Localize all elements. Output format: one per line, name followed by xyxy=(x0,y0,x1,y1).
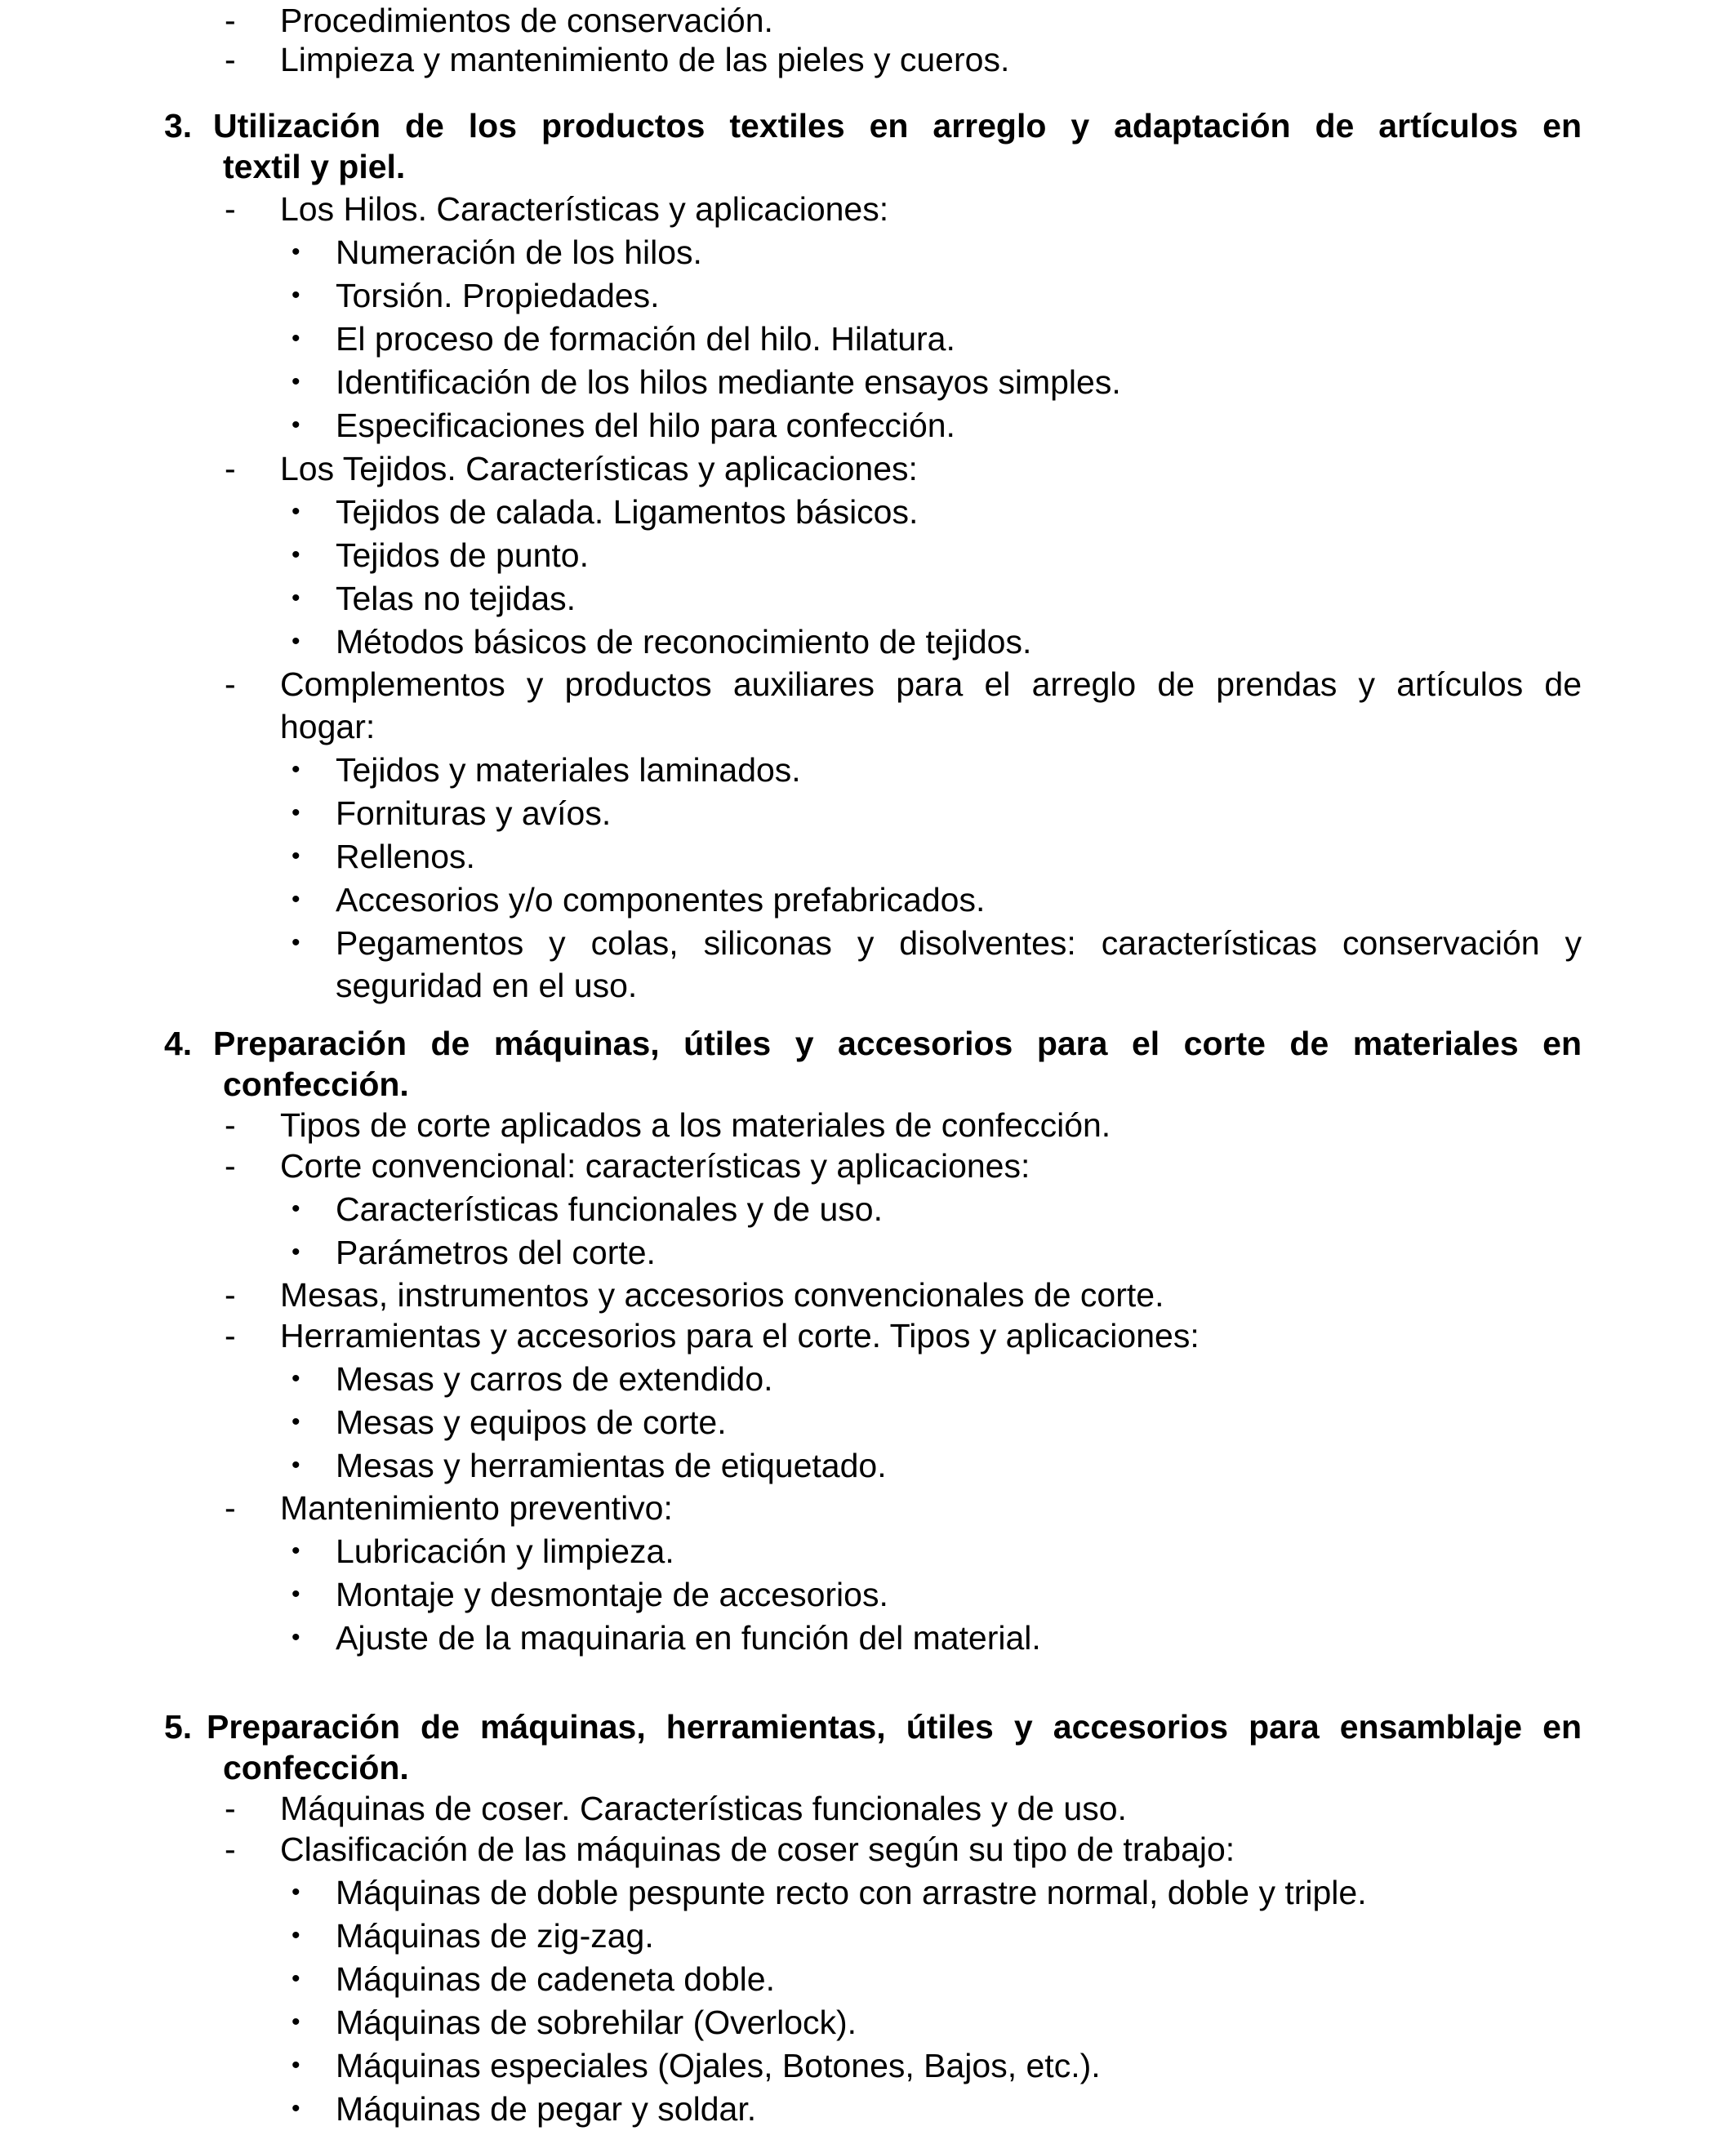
list-item: Máquinas de coser. Características funcionales y de uso. xyxy=(280,1790,1127,1827)
list-item: Limpieza y mantenimiento de las pieles y cueros. xyxy=(280,41,1010,78)
bullet-marker: • xyxy=(292,325,300,352)
bullet-marker: • xyxy=(292,1581,300,1608)
bullet-marker: • xyxy=(292,1922,300,1949)
bullet-marker: • xyxy=(292,411,300,438)
bullet-item: Métodos básicos de reconocimiento de tejidos. xyxy=(336,623,1032,661)
bullet-marker: • xyxy=(292,628,300,655)
dash-marker: - xyxy=(225,1830,236,1868)
section-heading: Preparación de máquinas, herramientas, útiles y accesorios para ensamblaje en xyxy=(207,1708,1582,1746)
section-heading-cont: confección. xyxy=(223,1065,409,1103)
bullet-marker: • xyxy=(292,886,300,913)
bullet-item: Tejidos de punto. xyxy=(336,536,590,574)
bullet-marker: • xyxy=(292,282,300,309)
bullet-marker: • xyxy=(292,843,300,870)
bullet-marker: • xyxy=(292,2095,300,2122)
bullet-item: Torsión. Propiedades. xyxy=(336,277,660,314)
bullet-item: Máquinas de sobrehilar (Overlock). xyxy=(336,2004,857,2041)
list-item: Complementos y productos auxiliares para el arreglo de prendas y artículos de xyxy=(280,665,1582,703)
list-item: Los Hilos. Características y aplicaciones: xyxy=(280,190,889,228)
section-number: 5. xyxy=(164,1708,193,1746)
bullet-item: Máquinas de pegar y soldar. xyxy=(336,2090,757,2128)
list-item: Procedimientos de conservación. xyxy=(280,2,773,39)
bullet-marker: • xyxy=(292,1408,300,1435)
bullet-item: Telas no tejidas. xyxy=(336,580,576,617)
section-heading: Preparación de máquinas, útiles y accesorios para el corte de materiales en xyxy=(213,1025,1582,1062)
bullet-marker: • xyxy=(292,2008,300,2035)
bullet-marker: • xyxy=(292,1365,300,1392)
list-item: Mesas, instrumentos y accesorios convencionales de corte. xyxy=(280,1276,1164,1314)
bullet-marker: • xyxy=(292,799,300,826)
bullet-marker: • xyxy=(292,1879,300,1906)
dash-marker: - xyxy=(225,190,236,228)
bullet-item: Accesorios y/o componentes prefabricados. xyxy=(336,881,986,919)
section-heading-cont: confección. xyxy=(223,1749,409,1786)
bullet-marker: • xyxy=(292,2052,300,2079)
bullet-marker: • xyxy=(292,1624,300,1651)
bullet-item: Parámetros del corte. xyxy=(336,1234,656,1271)
bullet-item: Mesas y herramientas de etiquetado. xyxy=(336,1447,887,1484)
bullet-item-cont: seguridad en el uso. xyxy=(336,967,638,1004)
bullet-marker: • xyxy=(292,368,300,395)
list-item: Corte convencional: características y aplicaciones: xyxy=(280,1147,1030,1185)
bullet-item: Identificación de los hilos mediante ensayos simples. xyxy=(336,363,1121,401)
list-item-cont: hogar: xyxy=(280,708,376,745)
bullet-item: El proceso de formación del hilo. Hilatura. xyxy=(336,320,955,358)
bullet-marker: • xyxy=(292,756,300,783)
bullet-marker: • xyxy=(292,929,300,956)
list-item: Los Tejidos. Características y aplicaciones: xyxy=(280,450,918,487)
bullet-marker: • xyxy=(292,1965,300,1992)
bullet-marker: • xyxy=(292,1452,300,1479)
bullet-item: Ajuste de la maquinaria en función del material. xyxy=(336,1619,1041,1657)
bullet-item: Máquinas especiales (Ojales, Botones, Bajos, etc.). xyxy=(336,2047,1101,2084)
dash-marker: - xyxy=(225,1317,236,1355)
bullet-item: Especificaciones del hilo para confección. xyxy=(336,407,955,444)
bullet-item: Pegamentos y colas, siliconas y disolventes: características conservación y xyxy=(336,924,1582,962)
bullet-item: Máquinas de zig-zag. xyxy=(336,1917,654,1955)
list-item: Herramientas y accesorios para el corte. Tipos y aplicaciones: xyxy=(280,1317,1200,1355)
bullet-item: Numeración de los hilos. xyxy=(336,234,702,271)
bullet-marker: • xyxy=(292,541,300,568)
bullet-item: Rellenos. xyxy=(336,838,475,875)
bullet-marker: • xyxy=(292,238,300,265)
section-heading-cont: textil y piel. xyxy=(223,148,406,185)
bullet-item: Máquinas de doble pespunte recto con arrastre normal, doble y triple. xyxy=(336,1874,1367,1911)
list-item: Tipos de corte aplicados a los materiales de confección. xyxy=(280,1106,1111,1144)
bullet-item: Lubricación y limpieza. xyxy=(336,1532,674,1570)
bullet-item: Fornituras y avíos. xyxy=(336,794,612,832)
dash-marker: - xyxy=(225,1106,236,1144)
dash-marker: - xyxy=(225,1790,236,1827)
list-item: Clasificación de las máquinas de coser según su tipo de trabajo: xyxy=(280,1830,1235,1868)
section-number: 3. xyxy=(164,107,193,145)
bullet-item: Mesas y equipos de corte. xyxy=(336,1403,727,1441)
dash-marker: - xyxy=(225,1147,236,1185)
dash-marker: - xyxy=(225,450,236,487)
dash-marker: - xyxy=(225,1276,236,1314)
bullet-item: Mesas y carros de extendido. xyxy=(336,1360,773,1398)
bullet-item: Tejidos de calada. Ligamentos básicos. xyxy=(336,493,919,531)
section-number: 4. xyxy=(164,1025,193,1062)
bullet-item: Máquinas de cadeneta doble. xyxy=(336,1960,775,1998)
list-item: Mantenimiento preventivo: xyxy=(280,1489,673,1527)
bullet-item: Características funcionales y de uso. xyxy=(336,1190,883,1228)
bullet-item: Montaje y desmontaje de accesorios. xyxy=(336,1576,888,1613)
bullet-marker: • xyxy=(292,1195,300,1222)
dash-marker: - xyxy=(225,1489,236,1527)
dash-marker: - xyxy=(225,2,236,39)
bullet-marker: • xyxy=(292,1239,300,1266)
dash-marker: - xyxy=(225,41,236,78)
bullet-marker: • xyxy=(292,498,300,525)
dash-marker: - xyxy=(225,665,236,703)
bullet-item: Tejidos y materiales laminados. xyxy=(336,751,801,789)
bullet-marker: • xyxy=(292,1537,300,1564)
section-heading: Utilización de los productos textiles en arreglo y adaptación de artículos en xyxy=(213,107,1582,145)
bullet-marker: • xyxy=(292,585,300,612)
